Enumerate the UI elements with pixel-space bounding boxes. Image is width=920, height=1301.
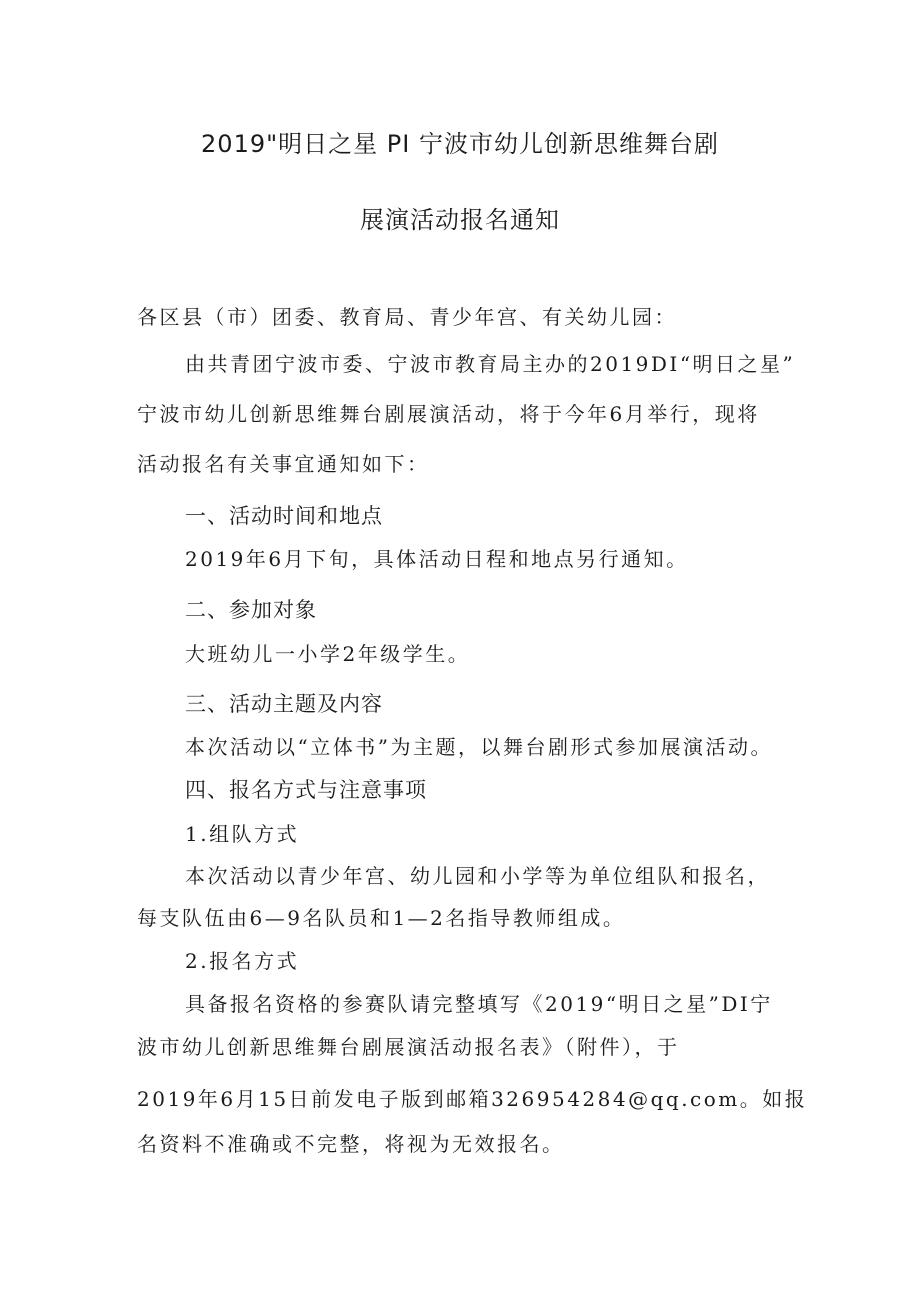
document-title-line-1: 2019"明日之星 PI 宁波市幼儿创新思维舞台剧 xyxy=(201,130,719,158)
subsection-2-line-4: 名资料不准确或不完整，将视为无效报名。 xyxy=(137,1132,565,1156)
section-3-heading: 三、活动主题及内容 xyxy=(185,692,383,716)
intro-line-3: 活动报名有关事宜通知如下： xyxy=(137,452,430,476)
section-1-body: 2019年6月下旬，具体活动日程和地点另行通知。 xyxy=(185,547,689,571)
document-title-line-2: 展演活动报名通知 xyxy=(360,206,560,234)
subsection-2-line-1: 具备报名资格的参赛队请完整填写《2019“明日之星”DI宁 xyxy=(185,992,773,1016)
section-1-heading: 一、活动时间和地点 xyxy=(185,504,383,528)
subsection-1-line-2: 每支队伍由6—9名队员和1—2名指导教师组成。 xyxy=(137,906,626,930)
salutation: 各区县（市）团委、教育局、青少年宫、有关幼儿园： xyxy=(137,305,677,329)
subsection-1-line-1: 本次活动以青少年宫、幼儿园和小学等为单位组队和报名， xyxy=(185,864,770,888)
subsection-2-line-3: 2019年6月15日前发电子版到邮箱326954284@qq.com。如报 xyxy=(137,1087,808,1111)
intro-line-1: 由共青团宁波市委、宁波市教育局主办的2019DI“明日之星” xyxy=(185,352,796,376)
subsection-2-line-2: 波市幼儿创新思维舞台剧展演活动报名表》（附件），于 xyxy=(137,1035,680,1059)
subsection-1-label: 1.组队方式 xyxy=(185,822,300,846)
section-4-heading: 四、报名方式与注意事项 xyxy=(185,778,427,802)
section-3-body: 本次活动以“立体书”为主题，以舞台剧形式参加展演活动。 xyxy=(185,735,773,759)
subsection-2-label: 2.报名方式 xyxy=(185,949,300,973)
intro-line-2: 宁波市幼儿创新思维舞台剧展演活动，将于今年6月举行，现将 xyxy=(137,402,760,426)
section-2-heading: 二、参加对象 xyxy=(185,598,317,622)
section-2-body: 大班幼儿一小学2年级学生。 xyxy=(185,642,471,666)
